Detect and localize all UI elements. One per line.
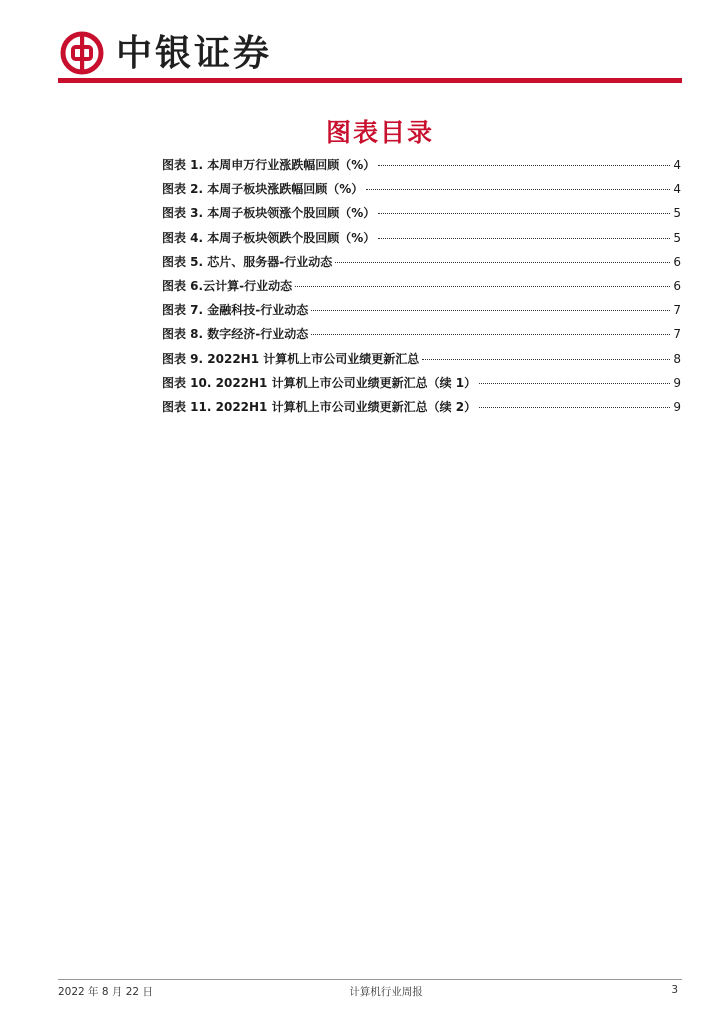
toc-item-page: 6 [673,278,681,293]
report-date: 2022 年 8 月 22 日 [58,986,153,998]
toc-item-label: 图表 6.云计算-行业动态 [162,278,293,293]
toc-dot-leader [479,383,670,384]
toc-item[interactable] [162,253,681,277]
toc-dot-leader [311,334,670,335]
toc-list [162,156,681,422]
toc-item-label: 图表 5. 芯片、服务器-行业动态 [162,254,333,269]
toc-dot-leader [479,407,670,408]
toc-dot-leader [311,310,670,311]
toc-item-page: 7 [673,303,681,318]
toc-item-label: 图表 11. 2022H1 计算机上市公司业绩更新汇总（续 2） [162,399,477,414]
bank-of-china-logo-icon [60,31,104,75]
toc-dot-leader [335,262,670,263]
toc-item-page: 4 [673,182,681,197]
toc-item-label: 图表 3. 本周子板块领涨个股回顾（%） [162,206,376,221]
toc-item-page: 9 [673,375,681,390]
page-header [60,30,272,76]
toc-dot-leader [378,238,670,239]
toc-item[interactable] [162,374,681,398]
toc-item[interactable] [162,229,681,253]
toc-item-page: 5 [673,230,681,245]
toc-item-label: 图表 4. 本周子板块领跌个股回顾（%） [162,230,376,245]
toc-item-label: 图表 1. 本周申万行业涨跌幅回顾（%） [162,158,376,172]
toc-item[interactable] [162,204,681,228]
toc-dot-leader [295,286,670,287]
toc-dot-leader [378,165,670,166]
toc-item-page: 9 [673,399,681,414]
toc-item-page: 5 [673,206,681,221]
toc-item-label: 图表 2. 本周子板块涨跌幅回顾（%） [162,182,364,197]
toc-item-page: 4 [673,158,681,172]
toc-title: 图表目录 [325,118,434,147]
toc-item[interactable] [162,350,681,374]
toc-item-page: 6 [673,254,681,269]
footer-divider [58,979,682,980]
toc-item[interactable] [162,301,681,325]
toc-item[interactable] [162,398,681,422]
header-divider [58,78,682,83]
toc-dot-leader [366,189,670,190]
toc-dot-leader [422,359,670,360]
toc-item-page: 8 [673,351,681,366]
report-name: 计算机行业周报 [349,986,423,998]
page-footer [58,984,682,1000]
toc-item[interactable] [162,180,681,204]
toc-item-label: 图表 10. 2022H1 计算机上市公司业绩更新汇总（续 1） [162,375,477,390]
toc-item[interactable] [162,277,681,301]
toc-item-label: 图表 8. 数字经济-行业动态 [162,327,309,342]
toc-item-label: 图表 9. 2022H1 计算机上市公司业绩更新汇总 [162,351,420,366]
page-number: 3 [671,984,678,996]
toc-item[interactable] [162,325,681,349]
toc-item[interactable] [162,156,681,180]
brand-name: 中银证券 [116,32,273,74]
toc-item-label: 图表 7. 金融科技-行业动态 [162,303,309,318]
toc-dot-leader [378,213,670,214]
toc-item-page: 7 [673,327,681,342]
